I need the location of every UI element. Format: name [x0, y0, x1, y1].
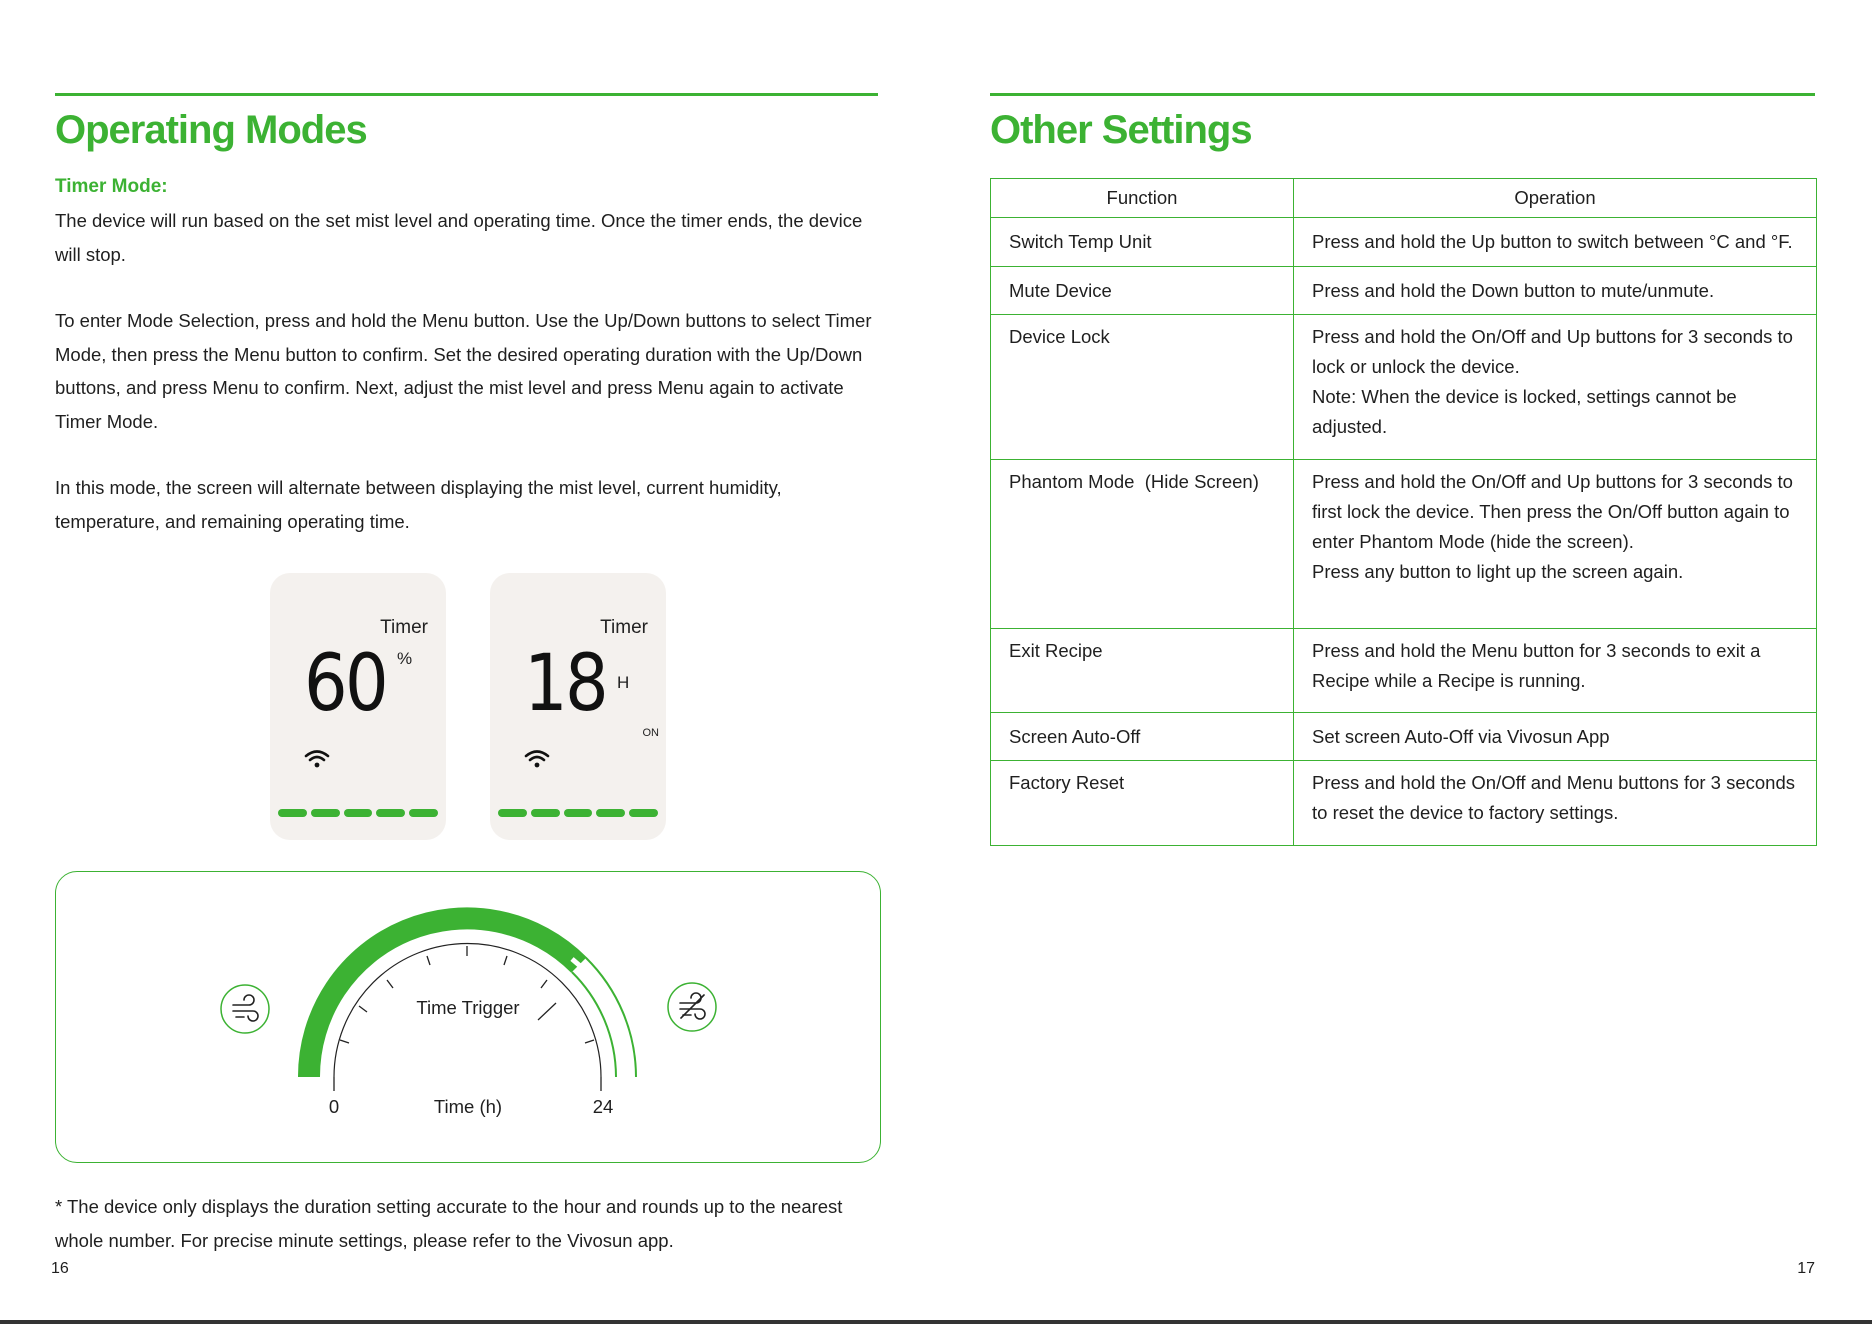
operation-cell: Press and hold the On/Off and Menu buttons for 3 seconds to reset the device to factory settings.	[1294, 761, 1817, 846]
lcd-mode-label: Timer	[380, 617, 428, 638]
table-header-row	[991, 179, 1817, 218]
operation-cell: Press and hold the Down button to mute/unmute.	[1294, 267, 1817, 315]
scale-ticks	[334, 946, 601, 1091]
mist-level-bars	[278, 809, 438, 817]
wifi-icon	[304, 749, 330, 769]
table-row	[991, 267, 1817, 315]
lcd-value: 60	[304, 639, 387, 729]
function-cell: Device Lock	[991, 315, 1294, 460]
column-header-operation: Operation	[1294, 179, 1817, 218]
footnote: * The device only displays the duration setting accurate to the hour and rounds up to the nearest whole number. For precise minute settings, please refer to the Vivosun app.	[55, 1196, 843, 1251]
function-cell: Factory Reset	[991, 761, 1294, 846]
operation-cell: Press and hold the Menu button for 3 seconds to exit a Recipe while a Recipe is running.	[1294, 629, 1817, 713]
table-row	[991, 629, 1817, 713]
lcd-status: ON	[642, 727, 659, 739]
lcd-display-mist	[270, 573, 446, 840]
right-page	[990, 0, 1815, 1290]
lcd-value: 18	[524, 639, 607, 729]
column-header-function: Function	[991, 179, 1294, 218]
page-title: Operating Modes	[55, 108, 367, 152]
lcd-unit: H	[617, 673, 630, 692]
heading-rule	[990, 93, 1815, 96]
fan-wind-icon	[221, 985, 269, 1033]
section-title: Timer Mode:	[55, 176, 168, 197]
paragraph-display: In this mode, the screen will alternate between displaying the mist level, current humidity, temperature, and remaining operating time.	[55, 477, 782, 532]
mist-level-bars	[498, 809, 658, 817]
operation-cell: Press and hold the On/Off and Up buttons for 3 seconds to lock or unlock the device. Note: When the device is locked, settings cannot be adjusted.	[1294, 315, 1817, 460]
bottom-border	[0, 1320, 1872, 1324]
page-number-right: 17	[1797, 1260, 1815, 1277]
operation-cell: Press and hold the On/Off and Up buttons for 3 seconds to first lock the device. Then press the On/Off button again to enter Phantom Mode (hide the screen). Press any button to light up the screen again.	[1294, 460, 1817, 629]
axis-label: Time (h)	[433, 1096, 503, 1117]
function-cell: Phantom Mode (Hide Screen)	[991, 460, 1294, 629]
time-trigger-diagram	[55, 871, 881, 1163]
table-row	[991, 713, 1817, 761]
function-cell: Exit Recipe	[991, 629, 1294, 713]
function-cell: Screen Auto-Off	[991, 713, 1294, 761]
trigger-label: Time Trigger	[416, 997, 520, 1018]
table-row	[991, 460, 1817, 629]
table-row	[991, 761, 1817, 846]
axis-max-label: 24	[592, 1096, 614, 1117]
axis-min-label: 0	[328, 1096, 340, 1117]
fan-wind-off-icon	[668, 983, 716, 1031]
table-row	[991, 315, 1817, 460]
function-cell: Mute Device	[991, 267, 1294, 315]
left-page	[51, 0, 878, 1290]
function-cell: Switch Temp Unit	[991, 218, 1294, 267]
table-row	[991, 218, 1817, 267]
paragraph-intro: The device will run based on the set mist level and operating time. Once the timer ends, the device will stop.	[55, 210, 863, 265]
paragraph-instructions: To enter Mode Selection, press and hold the Menu button. Use the Up/Down buttons to select Timer Mode, then press the Menu button to confirm. Set the desired operating duration with the Up/Down buttons, and press Menu to confirm. Next, adjust the mist level and press Menu again to activate Timer Mode.	[55, 310, 872, 432]
settings-table	[990, 178, 1817, 846]
page-number-left: 16	[51, 1260, 69, 1277]
lcd-unit: %	[397, 649, 413, 668]
operation-cell: Set screen Auto-Off via Vivosun App	[1294, 713, 1817, 761]
operation-cell: Press and hold the Up button to switch between °C and °F.	[1294, 218, 1817, 267]
wifi-icon	[524, 749, 550, 769]
page-title: Other Settings	[990, 108, 1252, 152]
time-trigger-svg	[56, 872, 882, 1164]
heading-rule	[55, 93, 878, 96]
lcd-display-timer	[490, 573, 666, 840]
lcd-mode-label: Timer	[600, 617, 648, 638]
